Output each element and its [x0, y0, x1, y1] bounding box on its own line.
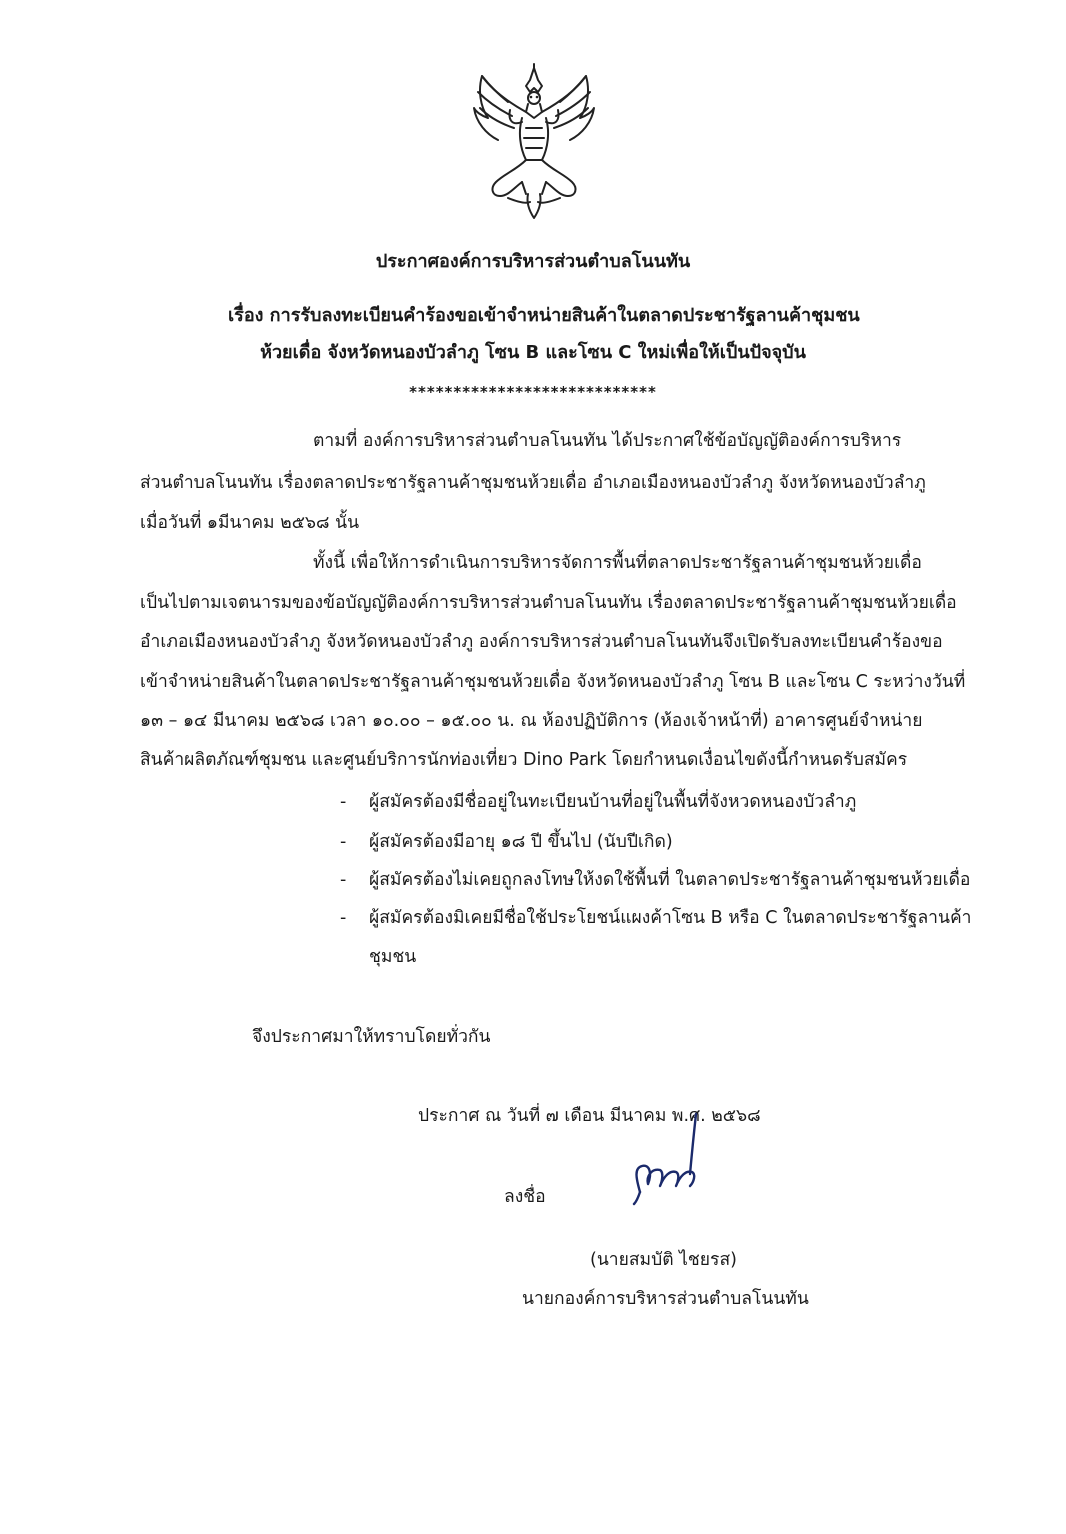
paragraph-2-line-1: ทั้งนี้ เพื่อให้การดำเนินการบริหารจัดการพื้นที่ตลาดประชารัฐลานค้าชุมชนห้วยเดื่อ — [313, 553, 922, 573]
bullet-item: ผู้สมัครต้องมีชื่ออยู่ในทะเบียนบ้านที่อยู่ในพื้นที่จังหวดหนองบัวลำภู — [369, 792, 857, 812]
handwritten-signature-icon — [624, 1112, 716, 1208]
paragraph-1-line-2: ส่วนตำบลโนนทัน เรื่องตลาดประชารัฐลานค้าชุมชนห้วยเดื่อ อำเภอเมืองหนองบัวลำภู จังหวัดหนองบัวลำภู — [140, 473, 926, 493]
paragraph-2-line-5: ๑๓ – ๑๔ มีนาคม ๒๕๖๘ เวลา ๑๐.๐๐ – ๑๕.๐๐ น. ณ ห้องปฏิบัติการ (ห้องเจ้าหน้าที่) อาคารศูนย์จำหน่าย — [140, 711, 923, 731]
bullet-marker: - — [340, 792, 347, 812]
paragraph-2-line-6: สินค้าผลิตภัณฑ์ชุมชน และศูนย์บริการนักท่องเที่ยว Dino Park โดยกำหนดเงื่อนไขดังนี้กำหนดรับสมัคร — [140, 750, 908, 770]
signed-label: ลงชื่อ — [504, 1187, 546, 1207]
announcement-title: ประกาศองค์การบริหารส่วนตำบลโนนทัน — [375, 251, 691, 272]
bullet-marker: - — [340, 870, 347, 890]
bullet-marker: - — [340, 832, 347, 852]
announcement-date: ประกาศ ณ วันที่ ๗ เดือน มีนาคม พ.ศ. ๒๕๖๘ — [418, 1106, 761, 1126]
garuda-emblem-icon — [468, 62, 600, 220]
subject-line-1: เรื่อง การรับลงทะเบียนคำร้องขอเข้าจำหน่ายสินค้าในตลาดประชารัฐลานค้าชุมชน — [228, 305, 860, 326]
signer-position: นายกองค์การบริหารส่วนตำบลโนนทัน — [522, 1289, 809, 1309]
paragraph-2-line-2: เป็นไปตามเจตนารมของข้อบัญญัติองค์การบริหารส่วนตำบลโนนทัน เรื่องตลาดประชารัฐลานค้าชุมชนห้วยเดื่อ — [140, 593, 957, 613]
paragraph-2-line-4: เข้าจำหน่ายสินค้าในตลาดประชารัฐลานค้าชุมชนห้วยเดื่อ จังหวัดหนองบัวลำภู โซน B และโซน C ระหว่างวันที่ — [140, 672, 966, 692]
paragraph-1-line-3: เมื่อวันที่ ๑มีนาคม ๒๕๖๘ นั้น — [140, 513, 360, 533]
signer-name: (นายสมบัติ ไชยรส) — [590, 1250, 737, 1270]
bullet-item-continuation: ชุมชน — [369, 947, 417, 967]
separator-stars: **************************** — [409, 383, 657, 401]
bullet-item: ผู้สมัครต้องมีอายุ ๑๘ ปี ขึ้นไป (นับปีเกิด) — [369, 832, 673, 852]
paragraph-2-line-3: อำเภอเมืองหนองบัวลำภู จังหวัดหนองบัวลำภู องค์การบริหารส่วนตำบลโนนทันจึงเปิดรับลงทะเบียนคำร้องขอ — [140, 632, 943, 652]
paragraph-1-line-1: ตามที่ องค์การบริหารส่วนตำบลโนนทัน ได้ประกาศใช้ข้อบัญญัติองค์การบริหาร — [313, 431, 902, 451]
bullet-item: ผู้สมัครต้องมิเคยมีชื่อใช้ประโยชน์แผงค้าโซน B หรือ C ในตลาดประชารัฐลานค้า — [369, 908, 972, 928]
bullet-item: ผู้สมัครต้องไม่เคยถูกลงโทษให้งดใช้พื้นที่ ในตลาดประชารัฐลานค้าชุมชนห้วยเดื่อ — [369, 870, 971, 890]
subject-line-2: ห้วยเดื่อ จังหวัดหนองบัวลำภู โซน B และโซน C ใหม่เพื่อให้เป็นปัจจุบัน — [260, 342, 806, 363]
bullet-marker: - — [340, 908, 347, 928]
closing-statement: จึงประกาศมาให้ทราบโดยทั่วกัน — [252, 1027, 491, 1047]
